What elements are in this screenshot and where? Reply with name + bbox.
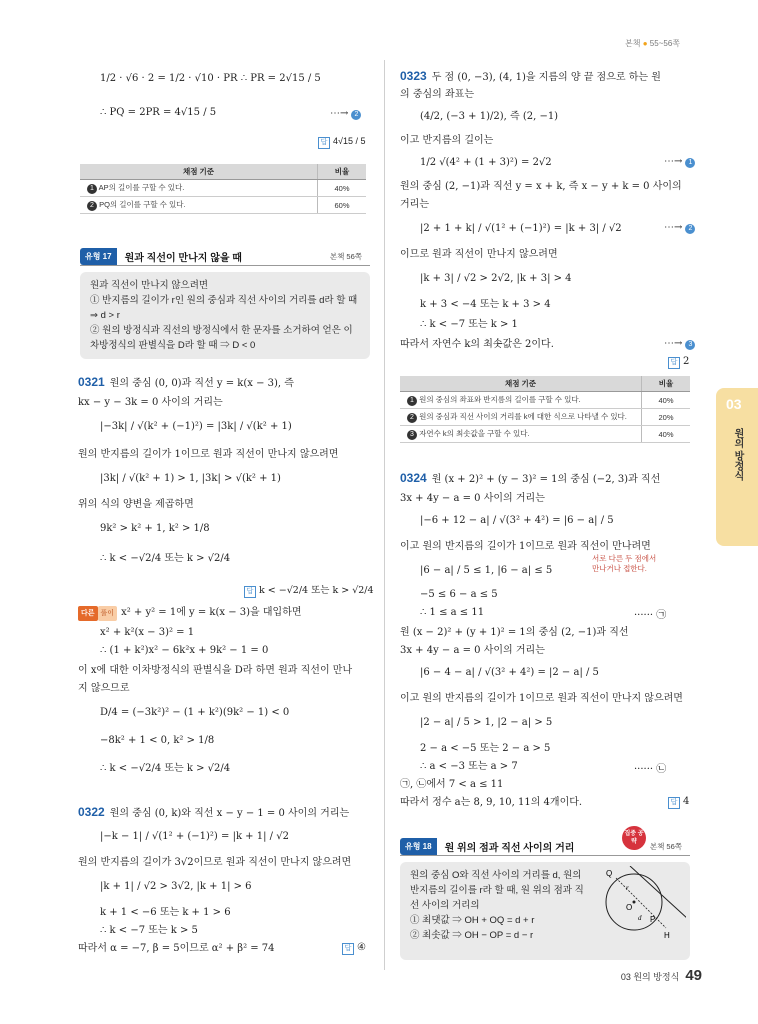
problem-0322-line: 원의 반지름의 길이가 3√2이므로 원과 직선이 만나지 않으려면 — [78, 857, 352, 868]
answer-icon: 답 — [318, 137, 330, 149]
grading-header: 채점 기준 — [80, 164, 318, 180]
other-solution-line: ∴ k < −√2/4 또는 k > √2/4 — [100, 763, 231, 774]
concept-box-18: 원의 중심 O와 직선 사이의 거리를 d, 원의 반지름의 길이를 r라 할 때, 원 위의 점과 직 선 사이의 거리의 ① 최댓값 ⇒ OH + OQ = d + r ② 최솟값 ⇒ OH − OP = d − r — [400, 862, 690, 960]
problem-0322-line: k + 1 < −6 또는 k + 1 > 6 — [100, 907, 231, 918]
problem-0324-line: |6 − 4 − a| / √(3² + 4²) = |2 − a| / 5 — [420, 667, 599, 678]
table-row: 2 PQ의 길이를 구할 수 있다. 60% — [80, 197, 366, 214]
step-marker-2: ⋯→ 2 — [664, 222, 695, 234]
problem-0322-line: ∴ k < −7 또는 k > 5 — [100, 925, 198, 936]
problem-0323-line: |2 + 1 + k| / √(1² + (−1)²) = |k + 3| / √2 — [420, 223, 622, 234]
other-solution-line: ∴ (1 + k²)x² − 6k²x + 9k² − 1 = 0 — [100, 645, 269, 656]
other-solution-line: 지 않으므로 — [78, 683, 130, 694]
problem-0323-line: 이므로 원과 직선이 만나지 않으려면 — [400, 249, 558, 260]
circle-line-diagram — [600, 866, 686, 946]
problem-0324-line: 따라서 정수 a는 8, 9, 10, 11의 4개이다. — [400, 797, 583, 808]
footer-chapter: 03 원의 방정식 — [620, 972, 680, 982]
other-solution-line: 이 x에 대한 이차방정식의 판별식을 D라 하면 원과 직선이 만나 — [78, 665, 353, 676]
chapter-label: 원의 방정식 — [732, 428, 743, 481]
chapter-number: 03 — [726, 396, 742, 412]
type-title: 원 위의 점과 직선 사이의 거리 — [444, 842, 575, 854]
table-row: 3 자연수 k의 최솟값을 구할 수 있다. 40% — [400, 426, 690, 443]
problem-0324-line: 3x + 4y − a = 0 사이의 거리는 — [400, 493, 545, 504]
problem-0324-line: −5 ≤ 6 − a ≤ 5 — [420, 589, 498, 600]
problem-0324-line: 2 − a < −5 또는 2 − a > 5 — [420, 743, 551, 754]
problem-0324-line: 이고 원의 반지름의 길이가 1이므로 원과 직선이 만나려면 — [400, 541, 651, 552]
label-r: r — [626, 884, 629, 892]
table-row: 2 원의 중심과 직선 사이의 거리를 k에 대한 식으로 나타낼 수 있다. 20% — [400, 409, 690, 426]
problem-0323-line: 원의 중심 (2, −1)과 직선 y = x + k, 즉 x − y + k = 0 사이의 — [400, 181, 682, 192]
problem-0321-line: 9k² > k² + 1, k² > 1/8 — [100, 523, 210, 534]
problem-0324-head: 0324 원 (x + 2)² + (y − 3)² = 1의 중심 (−2, 3)과 직선 — [400, 471, 661, 485]
margin-note: 서로 다른 두 점에서 만나거나 접한다. — [592, 554, 657, 573]
label-o: O — [626, 903, 633, 912]
problem-0323-line: 이고 반지름의 길이는 — [400, 135, 494, 146]
grading-header-ratio: 비율 — [642, 376, 691, 392]
problem-0323-line: 의 중심의 좌표는 — [400, 89, 474, 100]
answer-0324: 답 4 — [668, 796, 689, 809]
problem-0323-line: 거리는 — [400, 199, 429, 210]
page-footer — [621, 967, 702, 984]
type-ref: 본책 56쪽 — [329, 251, 362, 261]
chapter-side-tab — [716, 388, 758, 546]
step-marker-1: ⋯→ 1 — [664, 156, 695, 168]
problem-0321-line: 위의 식의 양변을 제곱하면 — [78, 499, 194, 510]
equation-mark-1: ······ ㉠ — [634, 610, 667, 621]
type-17-header — [80, 246, 370, 266]
grading-table-1 — [80, 164, 366, 214]
problem-0323-line: ∴ k < −7 또는 k > 1 — [420, 319, 518, 330]
focus-badge: 집중 공략 — [622, 826, 646, 850]
answer-icon: 답 — [244, 586, 256, 598]
problem-0321-line: kx − y − 3k = 0 사이의 거리는 — [78, 397, 223, 408]
problem-0324-line: ∴ a < −3 또는 a > 7 — [420, 761, 518, 772]
problem-0324-line: 이고 원의 반지름의 길이가 1이므로 원과 직선이 만나지 않으려면 — [400, 693, 683, 704]
left-line-2: ∴ PQ = 2PR = 4√15 / 5 — [100, 107, 217, 118]
problem-0324-line: 3x + 4y − a = 0 사이의 거리는 — [400, 645, 545, 656]
problem-0321-head: 0321 원의 중심 (0, 0)과 직선 y = k(x − 3), 즉 — [78, 375, 294, 389]
type-badge: 유형 17 — [80, 248, 117, 265]
type-title: 원과 직선이 만나지 않을 때 — [124, 252, 242, 264]
problem-0322-line: 따라서 α = −7, β = 5이므로 α² + β² = 74 — [78, 943, 275, 954]
answer-icon: 답 — [668, 797, 680, 809]
grading-header: 채점 기준 — [400, 376, 642, 392]
problem-0321-line: |3k| / √(k² + 1) > 1, |3k| > √(k² + 1) — [100, 473, 281, 484]
answer-icon: 답 — [342, 943, 354, 955]
problem-0324-line: ∴ 1 ≤ a ≤ 11 — [420, 607, 485, 618]
other-solution-line: −8k² + 1 < 0, k² > 1/8 — [100, 735, 215, 746]
label-h: H — [664, 931, 670, 940]
concept-box-17: 원과 직선이 만나지 않으려면 ① 반지름의 길이가 r인 원의 중심과 직선 사이의 거리를 d라 할 때 ⇒ d > r ② 원의 방정식과 직선의 방정식에서 한 문자를 소거하여 얻은 이 차방정식의 판별식을 D라 할 때 ⇒ D < 0 — [80, 272, 370, 359]
answer-0323: 답 2 — [668, 356, 689, 369]
problem-0324-line: 원 (x − 2)² + (y + 1)² = 1의 중심 (2, −1)과 직선 — [400, 627, 629, 638]
type-ref: 본책 56쪽 — [649, 841, 682, 851]
problem-0324-line: ㉠, ㉡에서 7 < a ≤ 11 — [400, 779, 504, 790]
problem-0323-line: (4/2, (−3 + 1)/2), 즉 (2, −1) — [420, 111, 559, 122]
problem-0322-line: |k + 1| / √2 > 3√2, |k + 1| > 6 — [100, 881, 252, 892]
equation-mark-2: ······ ㉡ — [634, 764, 667, 775]
label-p: P — [650, 915, 656, 924]
type-badge: 유형 18 — [400, 838, 437, 855]
answer-0322: 답 ④ — [342, 942, 366, 955]
table-row: 1 원의 중심의 좌표와 반지름의 길이를 구할 수 있다. 40% — [400, 392, 690, 409]
answer-0321: 답 k < −√2/4 또는 k > √2/4 — [244, 582, 374, 598]
table-row: 1 AP의 길이를 구할 수 있다. 40% — [80, 180, 366, 197]
grading-table-2 — [400, 376, 690, 443]
label-d: d — [638, 914, 642, 922]
step-marker-3: ⋯→ 3 — [664, 338, 695, 350]
left-line-1: 1/2 · √6 · 2 = 1/2 · √10 · PR ∴ PR = 2√15 / 5 — [100, 73, 321, 84]
problem-0324-line: |2 − a| / 5 > 1, |2 − a| > 5 — [420, 717, 553, 728]
problem-0324-line: |−6 + 12 − a| / √(3² + 4²) = |6 − a| / 5 — [420, 515, 614, 526]
problem-0323-line: |k + 3| / √2 > 2√2, |k + 3| > 4 — [420, 273, 572, 284]
problem-0321-line: ∴ k < −√2/4 또는 k > √2/4 — [100, 553, 231, 564]
other-solution-line: x² + k²(x − 3)² = 1 — [100, 627, 195, 638]
label-q: Q — [606, 869, 613, 878]
grading-header-ratio: 비율 — [318, 164, 367, 180]
header-book-ref: 본책 ● 55~56쪽 — [625, 39, 680, 48]
problem-0323-line: k + 3 < −4 또는 k + 3 > 4 — [420, 299, 551, 310]
answer-0320: 답 4√15 / 5 — [318, 136, 365, 149]
page-number: 49 — [685, 967, 702, 984]
column-divider — [384, 60, 385, 970]
problem-0323-line: 1/2 √(4² + (1 + 3)²) = 2√2 — [420, 157, 552, 168]
problem-0323-line: 따라서 자연수 k의 최솟값은 2이다. — [400, 339, 554, 350]
problem-0321-line: |−3k| / √(k² + (−1)²) = |3k| / √(k² + 1) — [100, 421, 292, 432]
problem-0323-head: 0323 두 점 (0, −3), (4, 1)을 지름의 양 끝 점으로 하는 원 — [400, 69, 661, 83]
other-solution-line: D/4 = (−3k²)² − (1 + k²)(9k² − 1) < 0 — [100, 707, 290, 718]
problem-0322-line: |−k − 1| / √(1² + (−1)²) = |k + 1| / √2 — [100, 831, 289, 842]
step-marker-2: ⋯→ 2 — [330, 108, 361, 120]
type-18-header — [400, 836, 690, 856]
problem-0322-head: 0322 원의 중심 (0, k)와 직선 x − y − 1 = 0 사이의 거리는 — [78, 805, 350, 819]
answer-icon: 답 — [668, 357, 680, 369]
problem-0321-line: 원의 반지름의 길이가 1이므로 원과 직선이 만나지 않으려면 — [78, 449, 339, 460]
other-solution-head: 다른 풀이 x² + y² = 1에 y = k(x − 3)을 대입하면 — [78, 606, 302, 621]
problem-0324-line: |6 − a| / 5 ≤ 1, |6 − a| ≤ 5 — [420, 565, 553, 576]
